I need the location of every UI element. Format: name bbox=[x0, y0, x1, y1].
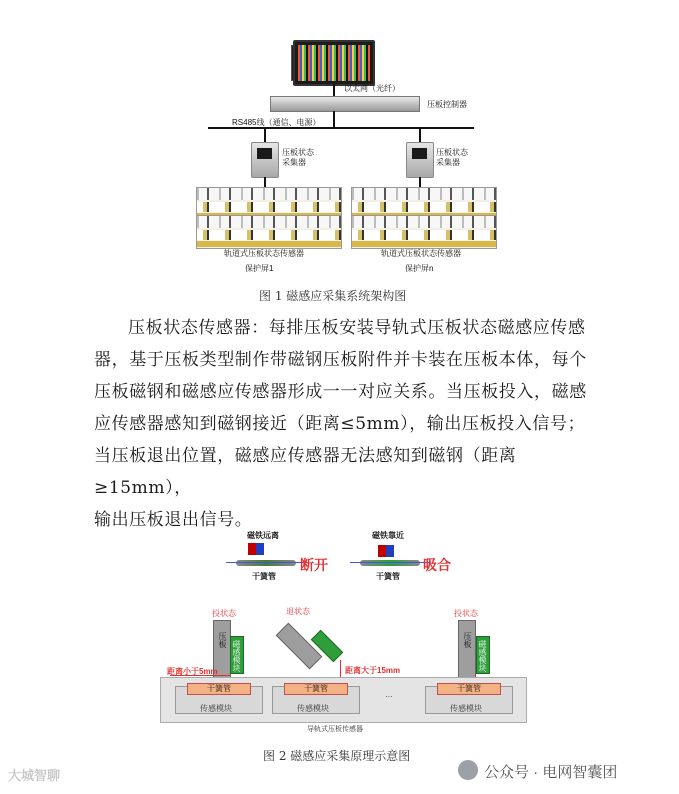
reed-label-right: 干簧管 bbox=[376, 572, 400, 581]
collector-right-icon bbox=[406, 142, 434, 178]
magnet-south-icon bbox=[256, 543, 264, 555]
protection-screen-right-row2 bbox=[351, 215, 497, 249]
bus-drop-right bbox=[419, 128, 421, 142]
collector-left-drop bbox=[264, 177, 266, 187]
sensor-label-left: 轨道式压板状态传感器 bbox=[224, 249, 304, 258]
module-label: 传感模块 bbox=[200, 704, 232, 713]
module-label: 传感模块 bbox=[450, 704, 482, 713]
reed-switch-closed-icon bbox=[360, 560, 420, 566]
reed-switch-open-icon bbox=[236, 560, 296, 566]
plate-label: 压板 bbox=[218, 632, 227, 648]
state-open-label: 断开 bbox=[300, 557, 328, 573]
watermark-left: 大城智聊 bbox=[8, 768, 61, 783]
magnet-near-label: 磁铁靠近 bbox=[372, 531, 404, 540]
screen-left-label: 保护屏1 bbox=[245, 264, 274, 273]
paragraph-line: 输出压板退出信号。 bbox=[94, 510, 253, 530]
magnet-north-icon bbox=[248, 543, 256, 555]
rail-label: 导轨式压板传感器 bbox=[307, 726, 363, 733]
plate-label: 压板 bbox=[463, 632, 472, 648]
screen-right-label: 保护屏n bbox=[405, 264, 434, 273]
sensor-label-right: 轨道式压板状态传感器 bbox=[381, 249, 461, 258]
collector-left-label: 压板状态 采集器 bbox=[282, 148, 314, 167]
state-on-left-label: 投状态 bbox=[212, 609, 236, 618]
controller-label: 压板控制器 bbox=[427, 100, 467, 109]
figure-2-caption: 图 2 磁感应采集原理示意图 bbox=[263, 749, 411, 763]
monitor-icon bbox=[293, 40, 375, 86]
module-label: 传感模块 bbox=[297, 704, 329, 713]
watermark-right: 公众号 · 电网智囊团 bbox=[484, 764, 618, 781]
sensor-label: 磁感模块 bbox=[478, 640, 487, 672]
trunk-line bbox=[333, 111, 335, 127]
reed-label-left: 干簧管 bbox=[252, 572, 276, 581]
ellipsis: … bbox=[385, 690, 393, 699]
figure-1-caption: 图 1 磁感应采集系统架构图 bbox=[259, 289, 407, 303]
figure-1 bbox=[0, 0, 679, 310]
bus-drop-left bbox=[264, 128, 266, 142]
magnet-north-icon bbox=[378, 545, 386, 557]
paragraph-line: 压板磁钢和磁感应传感器形成一一对应关系。当压板投入，磁感 bbox=[94, 382, 587, 402]
body-paragraph bbox=[94, 312, 604, 536]
collector-left-icon bbox=[251, 142, 279, 178]
state-off-label: 退状态 bbox=[286, 607, 310, 616]
reed-lead-wire bbox=[350, 562, 430, 563]
paragraph-line: 应传感器感知到磁钢接近（距离≤5mm），输出压板投入信号； bbox=[94, 414, 586, 434]
reed-box: 干簧管 bbox=[437, 683, 501, 695]
ethernet-label: 以太网（光纤） bbox=[344, 84, 400, 93]
paragraph-line: 器，基于压板类型制作带磁钢压板附件并卡装在压板本体，每个 bbox=[94, 350, 587, 370]
reed-box: 干簧管 bbox=[284, 683, 348, 695]
sensor-label: 磁感模块 bbox=[232, 640, 241, 672]
dist-small-label: 距离小于5mm bbox=[167, 667, 218, 676]
ethernet-line bbox=[333, 84, 335, 96]
protection-screen-left-row2 bbox=[196, 215, 342, 249]
dist-large-label: 距离大于15mm bbox=[345, 666, 401, 675]
paragraph-line: 压板状态传感器：每排压板安装导轨式压板状态磁感应传感 bbox=[128, 318, 586, 338]
controller-device-icon bbox=[270, 96, 420, 112]
collector-right-label: 压板状态 采集器 bbox=[436, 148, 468, 167]
state-closed-label: 吸合 bbox=[423, 557, 451, 573]
state-on-right-label: 投状态 bbox=[454, 609, 478, 618]
collector-right-drop bbox=[419, 177, 421, 187]
wechat-logo-icon bbox=[458, 760, 478, 780]
rs485-label: RS485线（通信、电源） bbox=[232, 118, 321, 127]
pressing-plate-in bbox=[458, 620, 476, 678]
magnet-far-label: 磁铁远离 bbox=[247, 531, 279, 540]
reed-box: 干簧管 bbox=[187, 683, 251, 695]
paragraph-line: 当压板退出位置，磁感应传感器无法感知到磁钢（距离≥15mm）， bbox=[94, 446, 517, 498]
magnet-south-icon bbox=[386, 545, 394, 557]
reed-lead-wire bbox=[226, 562, 306, 563]
